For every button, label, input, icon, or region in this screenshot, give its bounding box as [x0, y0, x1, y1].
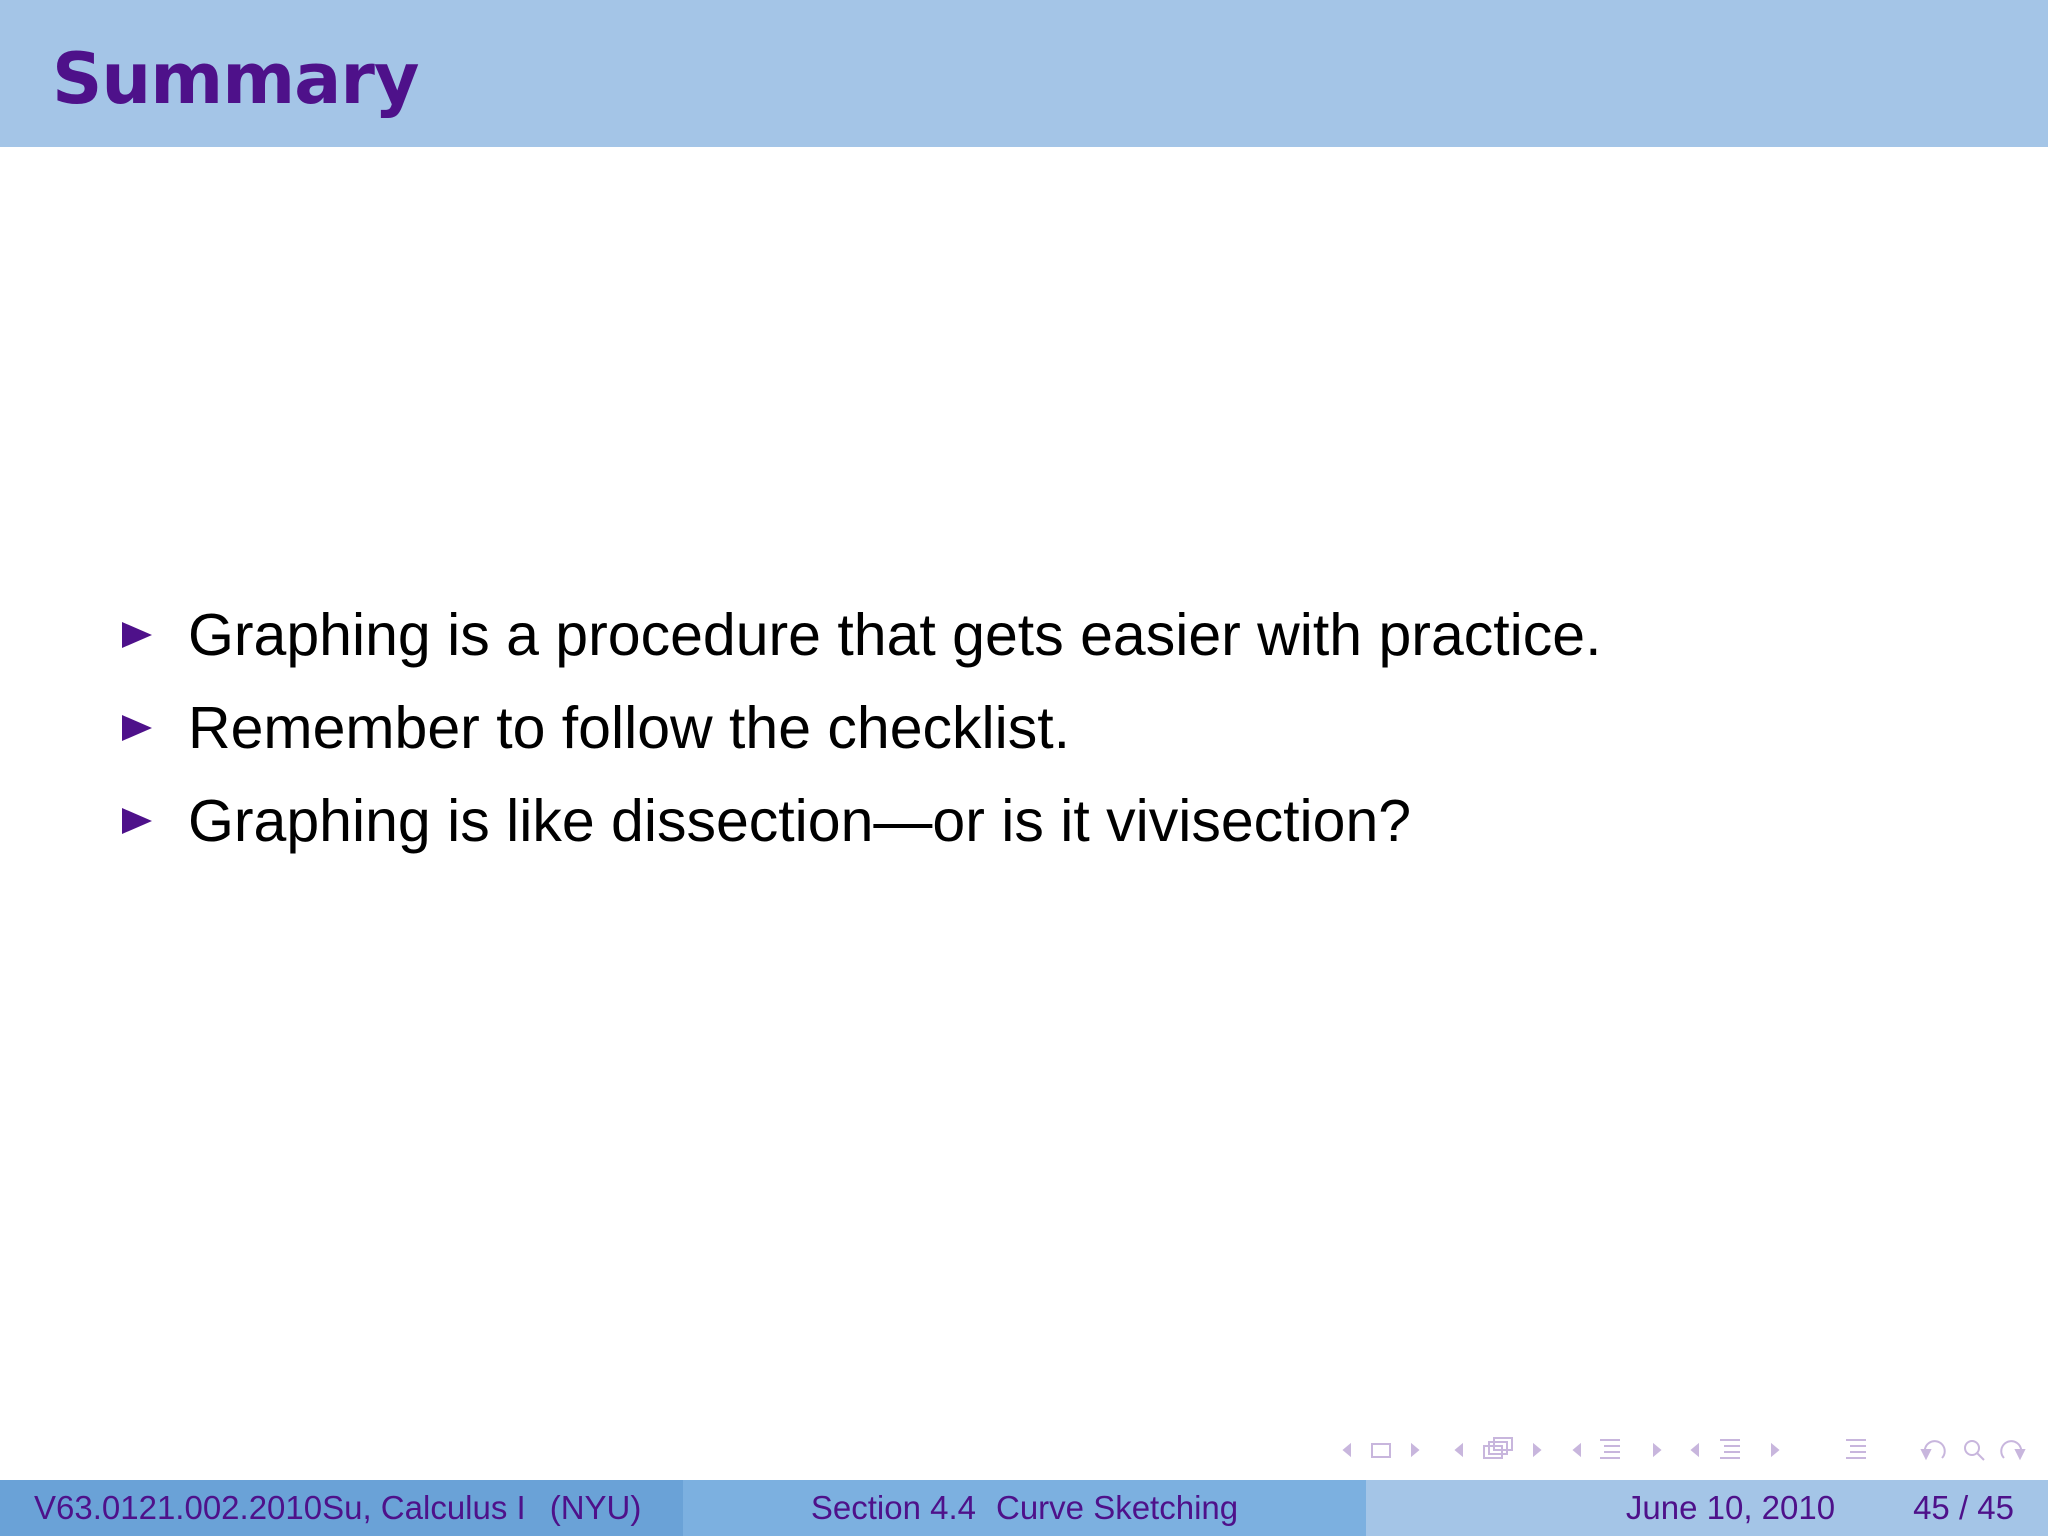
triangle-bullet-icon	[122, 622, 152, 648]
footer-date-block	[1366, 1480, 2048, 1536]
frame-icon[interactable]	[1372, 1444, 1390, 1457]
prev-subsection-icon[interactable]	[1574, 1445, 1580, 1455]
bullet-text: Remember to follow the checklist.	[188, 694, 1071, 761]
footer-date: June 10, 2010	[1625, 1489, 1836, 1526]
back-icon[interactable]	[1922, 1441, 1945, 1458]
footer-page-number: 45 / 45	[1913, 1489, 2014, 1526]
outline-icon[interactable]	[1846, 1440, 1866, 1458]
prev-frame-icon[interactable]	[1344, 1445, 1350, 1455]
slide-icon[interactable]	[1484, 1438, 1512, 1458]
footer-author-block	[0, 1480, 683, 1536]
slide-header	[0, 0, 2048, 147]
next-frame-icon[interactable]	[1412, 1445, 1418, 1455]
bullet-item	[120, 588, 1601, 681]
footer-section-title: Curve Sketching	[996, 1489, 1239, 1526]
footer-section: Section 4.4	[810, 1489, 976, 1526]
next-section-icon[interactable]	[1772, 1445, 1778, 1455]
triangle-bullet-icon	[122, 715, 152, 741]
prev-section-icon[interactable]	[1692, 1445, 1698, 1455]
section-icon[interactable]	[1720, 1440, 1740, 1458]
slide-footer	[0, 1480, 2048, 1536]
slide-title: Summary	[52, 38, 419, 120]
triangle-bullet-icon	[122, 808, 152, 834]
search-icon[interactable]	[1965, 1441, 1984, 1460]
beamer-navigation-bar	[1330, 1432, 2030, 1468]
next-subsection-icon[interactable]	[1654, 1445, 1660, 1455]
prev-slide-icon[interactable]	[1456, 1445, 1462, 1455]
footer-title-block	[683, 1480, 1366, 1536]
next-slide-icon[interactable]	[1534, 1445, 1540, 1455]
footer-institution: (NYU)	[549, 1489, 642, 1526]
subsection-icon[interactable]	[1600, 1440, 1620, 1458]
bullet-text: Graphing is like dissection—or is it vivisection?	[188, 787, 1412, 854]
bullet-item	[120, 681, 1601, 774]
bullet-item	[120, 774, 1601, 867]
bullet-list	[120, 588, 1601, 867]
bullet-text: Graphing is a procedure that gets easier with practice.	[188, 601, 1602, 668]
footer-course: V63.0121.002.2010Su, Calculus I	[34, 1489, 526, 1526]
forward-icon[interactable]	[2001, 1441, 2024, 1458]
